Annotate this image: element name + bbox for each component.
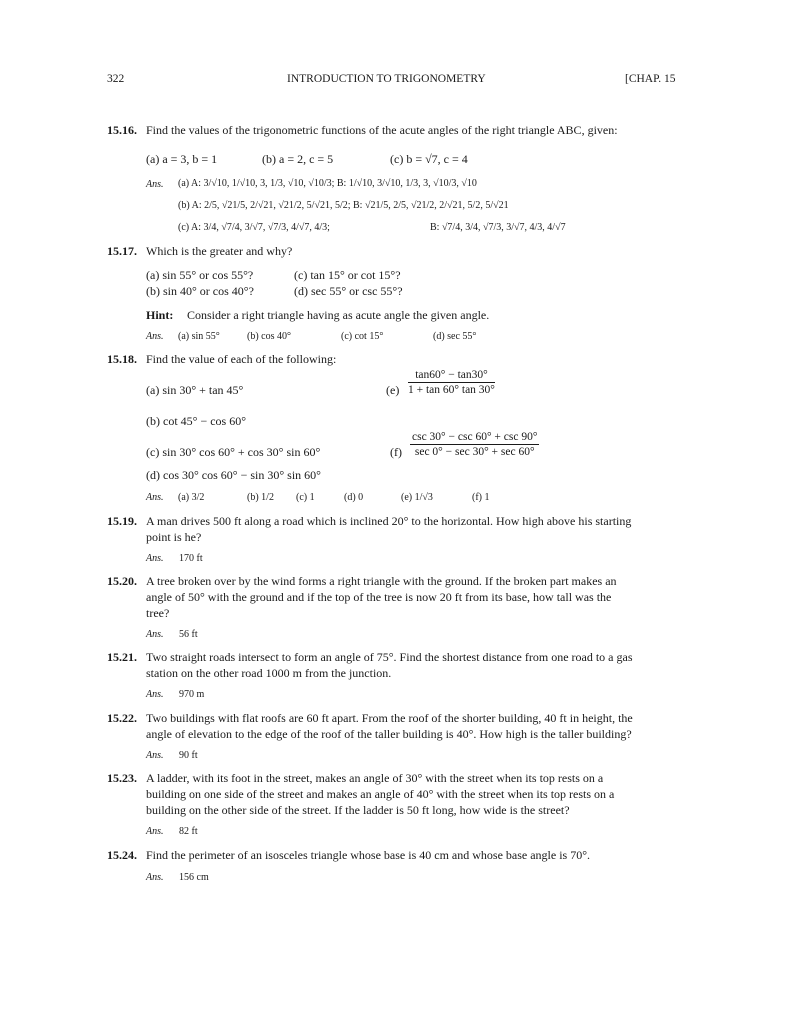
problem-number: 15.21. <box>107 650 137 664</box>
answer-label: Ans. <box>146 872 164 883</box>
part-f-label: (f) <box>390 445 402 459</box>
problem-text-line: building on the other side of the street. If the ladder is 50 ft long, how wide is the street? <box>146 803 570 817</box>
problem-text: Find the value of each of the following: <box>146 352 337 366</box>
answer-label: Ans. <box>146 629 164 640</box>
answer-label: Ans. <box>146 179 164 190</box>
answer-value: 970 m <box>179 689 205 700</box>
part-b: (b) a = 2, c = 5 <box>262 152 334 166</box>
answer-item: (a) 3/2 <box>178 492 205 503</box>
fraction-numerator: tan60° − tan30° <box>408 369 495 383</box>
problem-number: 15.17. <box>107 244 137 258</box>
hint-label: Hint: <box>146 308 174 322</box>
answer-item: (b) 1/2 <box>247 492 274 503</box>
problem-text-line: point is he? <box>146 530 202 544</box>
problem-number: 15.19. <box>107 514 137 528</box>
problem-number: 15.18. <box>107 352 137 366</box>
chapter-label: [CHAP. 15 <box>625 73 676 85</box>
answer-value: 56 ft <box>179 629 198 640</box>
problem-number: 15.23. <box>107 771 137 785</box>
fraction-f <box>410 431 539 458</box>
part-a: (a) sin 30° + tan 45° <box>146 383 244 397</box>
part-e-label: (e) <box>386 383 400 397</box>
problem-text-line: A man drives 500 ft along a road which is inclined 20° to the horizontal. How high above his starting <box>146 514 632 528</box>
answer-item: (c) 1 <box>296 492 315 503</box>
answer-label: Ans. <box>146 750 164 761</box>
problem-text: Which is the greater and why? <box>146 244 293 258</box>
answer-item: (f) 1 <box>472 492 490 503</box>
answer-label: Ans. <box>146 826 164 837</box>
fraction-e <box>408 369 495 396</box>
problem-text: Find the values of the trigonometric functions of the acute angles of the right triangle ABC, given: <box>146 123 618 137</box>
answer-line: (c) A: 3/4, √7/4, 3/√7, √7/3, 4/√7, 4/3; <box>178 222 330 233</box>
answer-label: Ans. <box>146 331 164 342</box>
answer-value: 82 ft <box>179 826 198 837</box>
answer-item: (d) 0 <box>344 492 364 503</box>
problem-number: 15.16. <box>107 123 137 137</box>
fraction-denominator: sec 0° − sec 30° + sec 60° <box>414 446 535 458</box>
hint-text: Consider a right triangle having as acute angle the given angle. <box>187 308 490 322</box>
page-number: 322 <box>107 73 125 85</box>
part-b: (b) sin 40° or cos 40°? <box>146 284 254 298</box>
part-a: (a) sin 55° or cos 55°? <box>146 268 254 282</box>
problem-number: 15.22. <box>107 711 137 725</box>
answer-item: (e) 1/√3 <box>401 492 433 503</box>
answer-value: 170 ft <box>179 553 203 564</box>
answer-value: 90 ft <box>179 750 198 761</box>
answer-label: Ans. <box>146 492 164 503</box>
problem-text-line: A tree broken over by the wind forms a right triangle with the ground. If the broken part makes an <box>146 574 617 588</box>
answer-item: (a) sin 55° <box>178 331 220 342</box>
problem-text-line: tree? <box>146 606 170 620</box>
problem-text-line: Two straight roads intersect to form an angle of 75°. Find the shortest distance from one road to a gas <box>146 650 633 664</box>
answer-value: 156 cm <box>179 872 209 883</box>
answer-item: (b) cos 40° <box>247 331 291 342</box>
part-c: (c) sin 30° cos 60° + cos 30° sin 60° <box>146 445 321 459</box>
answer-item: (d) sec 55° <box>433 331 477 342</box>
part-a: (a) a = 3, b = 1 <box>146 152 218 166</box>
part-b: (b) cot 45° − cos 60° <box>146 414 247 428</box>
answer-item: (c) cot 15° <box>341 331 384 342</box>
fraction-numerator: csc 30° − csc 60° + csc 90° <box>412 431 538 443</box>
answer-label: Ans. <box>146 553 164 564</box>
problem-text-line: Find the perimeter of an isosceles triangle whose base is 40 cm and whose base angle is 70°. <box>146 848 591 862</box>
problem-number: 15.24. <box>107 848 137 862</box>
part-c: (c) tan 15° or cot 15°? <box>294 268 401 282</box>
answer-label: Ans. <box>146 689 164 700</box>
part-d: (d) sec 55° or csc 55°? <box>294 284 403 298</box>
answer-line: B: √7/4, 3/4, √7/3, 3/√7, 4/3, 4/√7 <box>430 222 566 233</box>
problem-text-line: building on one side of the street and makes an angle of 40° with the street when its top rests on a <box>146 787 615 801</box>
problem-number: 15.20. <box>107 574 137 588</box>
running-title: INTRODUCTION TO TRIGONOMETRY <box>287 73 486 85</box>
part-c: (c) b = √7, c = 4 <box>390 152 468 166</box>
part-d: (d) cos 30° cos 60° − sin 30° sin 60° <box>146 468 321 482</box>
answer-line: (b) A: 2/5, √21/5, 2/√21, √21/2, 5/√21, 5/2; B: √21/5, 2/5, √21/2, 2/√21, 5/2, 5/√21 <box>178 200 509 211</box>
answer-line: (a) A: 3/√10, 1/√10, 3, 1/3, √10, √10/3; B: 1/√10, 3/√10, 1/3, 3, √10/3, √10 <box>178 178 477 189</box>
problem-text-line: Two buildings with flat roofs are 60 ft apart. From the roof of the shorter building, 40 ft in height, the <box>146 711 633 725</box>
problem-text-line: A ladder, with its foot in the street, makes an angle of 30° with the street when its top rests on a <box>146 771 604 785</box>
problem-text-line: angle of 50° with the ground and if the top of the tree is now 20 ft from its base, how tall was the <box>146 590 612 604</box>
fraction-denominator: 1 + tan 60° tan 30° <box>408 384 495 396</box>
problem-text-line: angle of elevation to the edge of the roof of the taller building is 40°. How high is the taller building? <box>146 727 632 741</box>
problem-text-line: station on the other road 1000 m from the junction. <box>146 666 392 680</box>
